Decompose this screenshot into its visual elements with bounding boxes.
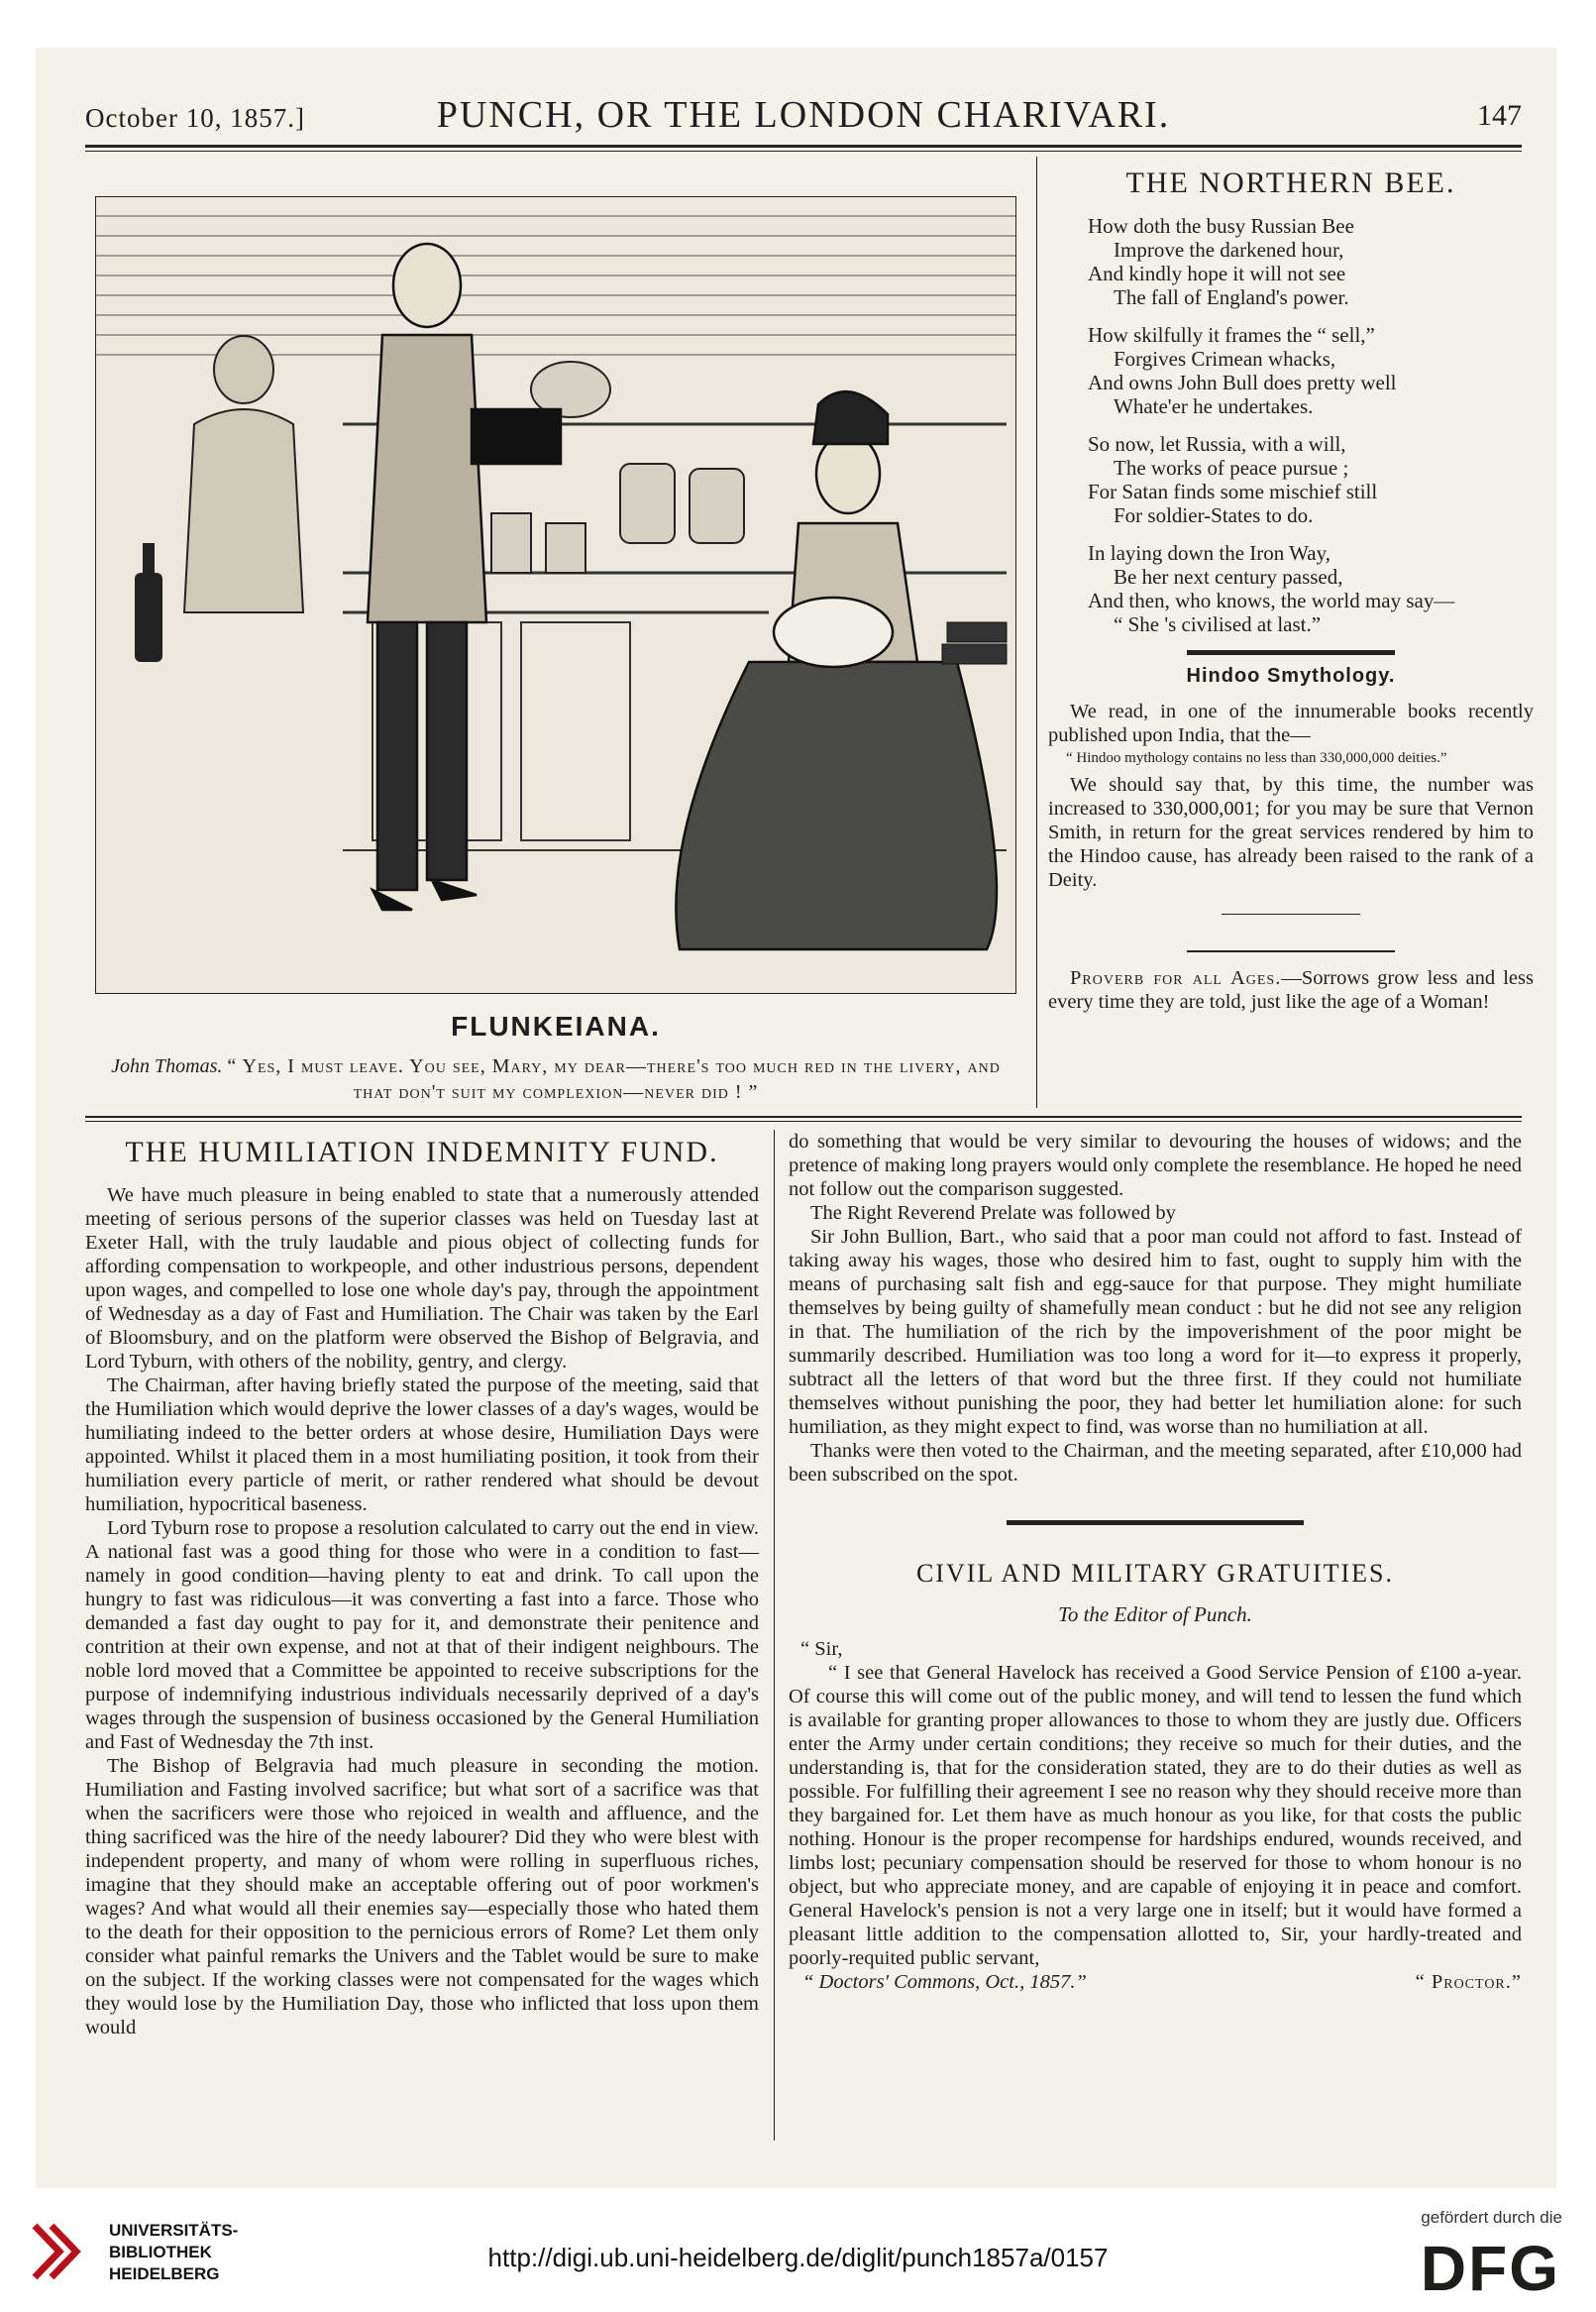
humiliation-continuation (789, 1130, 1522, 1486)
page-divider-rule-thin (85, 1121, 1522, 1122)
section-divider (1187, 650, 1395, 655)
to-editor: To the Editor of Punch. (1058, 1602, 1252, 1626)
cartoon-caption (95, 1053, 1016, 1105)
header-rule (85, 145, 1522, 148)
paragraph: We have much pleasure in being enabled to state that a numerously attended meeting of serious persons of the superior classes was held on Tuesday last at Exeter Hall, with the truly laudable and pious object of collecting funds for affording compensation to workpeople, and other industrious persons, dependent upon wages, and compelled to lose one whole day's pay, through the appointment of Wednesday as a day of Fast and Humiliation. The Chair was taken by the Earl of Bloomsbury, and on the platform were observed the Bishop of Belgravia, and Lord Tyburn, with others of the nobility, gentry, and clergy. (85, 1184, 759, 1373)
paragraph: do something that would be very similar to devouring the houses of widows; and the pretence of making long prayers would only complete the resemblance. He hoped he need not follow out the comparison suggested. (789, 1131, 1522, 1200)
sponsor-label: gefördert durch die (1421, 2208, 1562, 2227)
hindoo-body: We should say that, by this time, the number was increased to 330,000,001; for you may be sure that Vernon Smith, in return for the great services rendered by him to the Hindoo cause, has already been raised to the rank of a Deity. (1048, 774, 1534, 891)
page-divider-rule (85, 1116, 1522, 1118)
poem-line: So now, let Russia, with a will, (1088, 432, 1346, 456)
poem-line: And owns John Bull does pretty well (1088, 371, 1397, 394)
cartoon-title: FLUNKEIANA. (451, 1011, 661, 1042)
letter-place-date: “ Doctors' Commons, Oct., 1857.” (802, 1971, 1087, 1993)
hindoo-title: Hindoo Smythology. (1186, 665, 1396, 687)
column-rule-top (1036, 157, 1037, 1108)
header-rule-thin (85, 151, 1522, 152)
paragraph: The Chairman, after having briefly stated the purpose of the meeting, said that the Humiliation which would deprive the lower classes of a day's wages, would be humiliating indeed to the better orders at whose desire, Humiliation Days were appointed. Whilst it placed them in a most humiliating position, it took from their humiliation every particle of merit, or rather rendered what should be devout humiliation, hypocritical baseness. (85, 1375, 759, 1515)
poem-line: Be her next century passed, (1114, 565, 1343, 589)
poem-line: Forgives Crimean whacks, (1114, 347, 1336, 371)
digitization-footer (0, 2188, 1596, 2312)
poem-line: And then, who knows, the world may say— (1088, 589, 1455, 612)
hindoo-article (1048, 700, 1534, 892)
running-header (85, 91, 1522, 141)
column-rule-bottom (774, 1130, 775, 2141)
letter-signature: “ Proctor.” (1415, 1971, 1522, 1993)
northern-bee-title: THE NORTHERN BEE. (1125, 166, 1456, 199)
stanza (1088, 323, 1534, 418)
right-column-top (1048, 166, 1534, 1014)
publication-title: PUNCH, OR THE LONDON CHARIVARI. (436, 94, 1171, 136)
hindoo-quote: “ Hindoo mythology contains no less than 330,000,000 deities.” (1066, 750, 1447, 766)
poem-line: How doth the busy Russian Bee (1088, 214, 1354, 238)
paragraph: The Right Reverend Prelate was followed by (810, 1202, 1176, 1224)
poem-line: Whate'er he undertakes. (1114, 394, 1314, 418)
proverb-paragraph (1048, 966, 1534, 1014)
poem-line: The fall of England's power. (1114, 285, 1349, 309)
newspaper-page (36, 48, 1556, 2188)
poem-line: For soldier-States to do. (1114, 503, 1314, 527)
cartoon-speaker: John Thomas. (111, 1055, 223, 1077)
stanza (1088, 541, 1534, 636)
poem-line: Improve the darkened hour, (1114, 238, 1344, 262)
page-number: 147 (1477, 99, 1522, 132)
letter-body: “ I see that General Havelock has received a Good Service Pension of £100 a-year. Of course this will come out of the public money, and will tend to lessen the fund which is available for granting proper allowances to those to whom they are justly due. Officers enter the Army under certain conditions; they receive so much for their duties, and the understanding is, that for the consideration stated, they are to do their duties as well as possible. For fulfilling their agreement I see no reason why they should receive more than they bargained for. Let them have as much honour as you like, for that costs the public nothing. Honour is the proper recompense for hardships endured, wounds received, and limbs lost; pecuniary compensation should be reserved for those to whom honour is no object, but who appreciate money, and are capable of enjoying it in peace and comfort. General Havelock's pension is not a very large one in itself; but it would have formed a pleasant little addition to the compensation allotted to, Sir, your hardly-treated and poorly-requited public servant, (789, 1662, 1522, 1969)
dfg-logo: DFG (1420, 2233, 1560, 2304)
library-name: UNIVERSITÄTS- BIBLIOTHEK HEIDELBERG (109, 2221, 239, 2283)
proverb-text: —Sorrows grow less and less every time they are told, just like the age of a Woman! (1048, 967, 1534, 1013)
paragraph: Thanks were then voted to the Chairman, and the meeting separated, after £10,000 had been subscribed on the spot. (789, 1440, 1522, 1486)
northern-bee-poem (1048, 214, 1534, 636)
flunkeiana-illustration (95, 196, 1016, 994)
cartoon-quote: “ Yes, I must leave. You see, Mary, my dear—there's too much red in the livery, and that don't suit my complexion—never did ! ” (227, 1055, 1001, 1103)
humiliation-article (85, 1183, 759, 2039)
stanza (1088, 214, 1534, 309)
section-divider (1187, 950, 1395, 952)
paragraph: The Bishop of Belgravia had much pleasure in seconding the motion. Humiliation and Fasting involved sacrifice; but what sort of a sacrifice was that when the sacrificers were those who rejoiced in wealth and affluence, and the thing sacrificed was the hire of the needy labourer? Did they who were blest with independent property, and many of whom were rolling in superfluous riches, imagine that they should make an acceptable offering out of poor workmen's wages? And what would all their enemies say—especially those who hated them to the death for their opposition to the pernicious errors of Rome? Let them only consider what painful remarks the Univers and the Tablet would be sure to make on the subject. If the working classes were not compensated for the wages which they would lose by the Humiliation Day, those who inflicted that loss upon them would (85, 1755, 759, 2038)
salutation: “ Sir, (800, 1638, 843, 1660)
poem-line: And kindly hope it will not see (1088, 262, 1346, 285)
right-column-bottom (789, 1130, 1522, 1994)
paragraph: Lord Tyburn rose to propose a resolution calculated to carry out the end in view. A national fast was a good thing for those who were in a condition to fast—namely in good condition—having plenty to eat and drink. To call upon the hungry to fast was ridiculous—it was converting a fast into a farce. Those who demanded a fast day ought to pay for it, and demonstrate their penitence and contrition at their own expense, and not at that of their indigent neighbours. The noble lord moved that a Committee be appointed to receive subscriptions for the purpose of indemnifying industrious individuals necessarily deprived of a day's wages through the suspension of business occasioned by the General Humiliation and Fast of Wednesday the 7th inst. (85, 1517, 759, 1753)
poem-line: In laying down the Iron Way, (1088, 541, 1331, 565)
stanza (1088, 432, 1534, 527)
poem-line: How skilfully it frames the “ sell,” (1088, 323, 1375, 347)
humiliation-title: THE HUMILIATION INDEMNITY FUND. (125, 1136, 719, 1168)
digital-copy-link[interactable]: http://digi.ub.uni-heidelberg.de/diglit/punch1857a/0157 (487, 2243, 1109, 2272)
poem-line: The works of peace pursue ; (1114, 456, 1349, 480)
left-column (85, 1136, 759, 2039)
proverb-label: Proverb for all Ages. (1070, 967, 1282, 989)
hindoo-intro: We read, in one of the innumerable books recently published upon India, that the— (1048, 701, 1534, 746)
issue-date: October 10, 1857.] (85, 103, 305, 133)
paragraph: Sir John Bullion, Bart., who said that a poor man could not afford to fast. Instead of taking away his wages, those who desired him to fast, ought to supply him with the means of purchasing salt fish and egg-sauce for that purpose. They might humiliate themselves by being guilty of shamefully mean conduct : but he did not see any religion in that. The humiliation of the rich by the impoverishment of the poor might be summarily described. Humiliation was too long a word for it—to express it properly, subtract all the letters of that word but the three first. If they could not humiliate themselves without punishing the poor, they had better let humiliation alone: for such humiliation, as they might expect to find, was worse than no humiliation at all. (789, 1226, 1522, 1438)
letter-signoff (789, 1970, 1522, 1994)
gratuities-letter (789, 1637, 1522, 1994)
poem-line: “ She 's civilised at last.” (1114, 612, 1322, 636)
section-divider (1007, 1520, 1304, 1525)
gratuities-title: CIVIL AND MILITARY GRATUITIES. (915, 1559, 1395, 1588)
poem-line: For Satan finds some mischief still (1088, 480, 1378, 503)
section-divider (1222, 914, 1360, 915)
